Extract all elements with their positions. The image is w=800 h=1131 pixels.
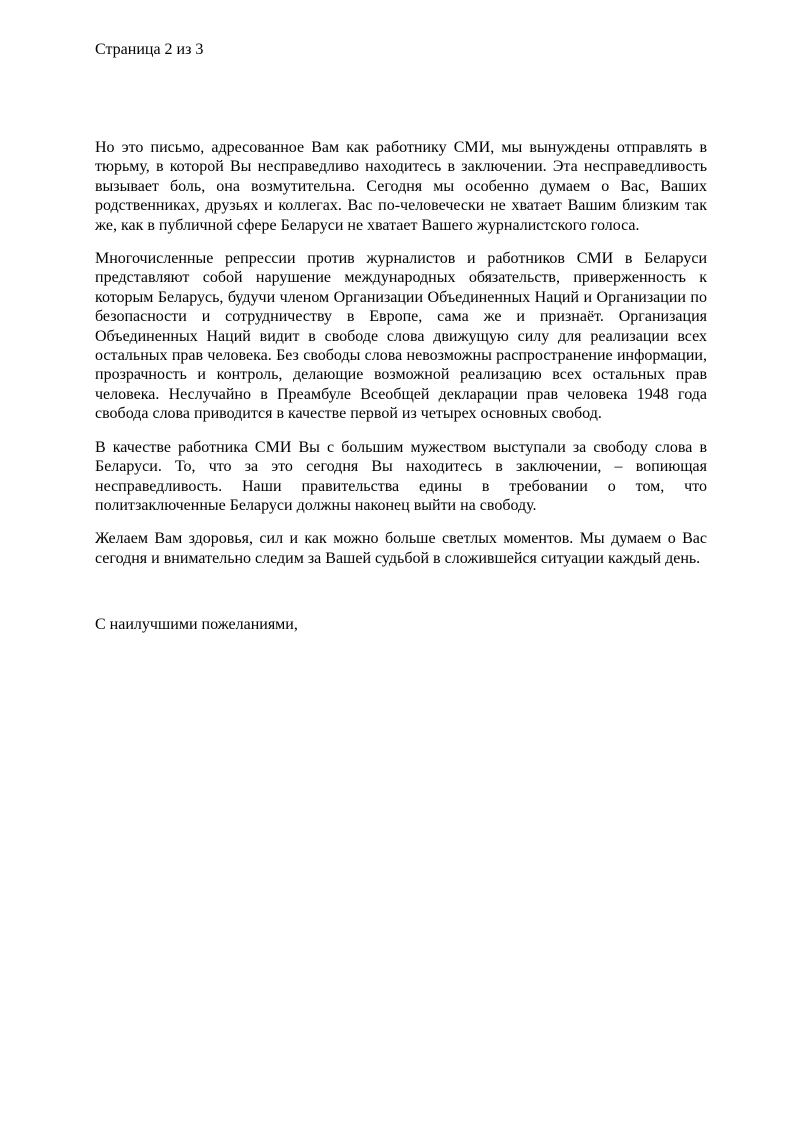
page-number-label: Страница 2 из 3 [95,41,204,58]
paragraph-3: В качестве работника СМИ Вы с большим мужеством выступали за свободу слова в Беларуси. То, что за это сегодня Вы находитесь в заключении, – вопиющая несправедливость. Наши правительства едины в требовании о том, что политзаключенные Беларуси должны наконец выйти на свободу. [95,438,707,514]
paragraph-2: Многочисленные репрессии против журналистов и работников СМИ в Беларуси представляют собой нарушение международных обязательств, приверженность к которым Беларусь, будучи членом Организации Объединенных Наций и Организации по безопасности и сотрудничеству в Европе, сама же и признаёт. Организация Объединенных Наций видит в свободе слова движущую силу для реализации всех остальных прав человека. Без свободы слова невозможны распространение информации, прозрачность и контроль, делающие возможной реализацию всех остальных прав человека. Неслучайно в Преамбуле Всеобщей декларации прав человека 1948 года свобода слова приводится в качестве первой из четырех основных свобод. [95,250,707,423]
closing-salutation: С наилучшими пожеланиями, [95,616,298,634]
letter-body [95,138,707,649]
paragraph-1: Но это письмо, адресованное Вам как работнику СМИ, мы вынуждены отправлять в тюрьму, в которой Вы несправедливо находитесь в заключении. Эта несправедливость вызывает боль, она возмутительна. Сегодня мы особенно думаем о Вас, Ваших родственниках, друзьях и коллегах. Вас по-человечески не хватает Вашим близким так же, как в публичной сфере Беларуси не хватает Вашего журналистского голоса. [95,139,707,234]
paragraph-4: Желаем Вам здоровья, сил и как можно больше светлых моментов. Мы думаем о Вас сегодня и внимательно следим за Вашей судьбой в сложившейся ситуации каждый день. [95,530,707,567]
